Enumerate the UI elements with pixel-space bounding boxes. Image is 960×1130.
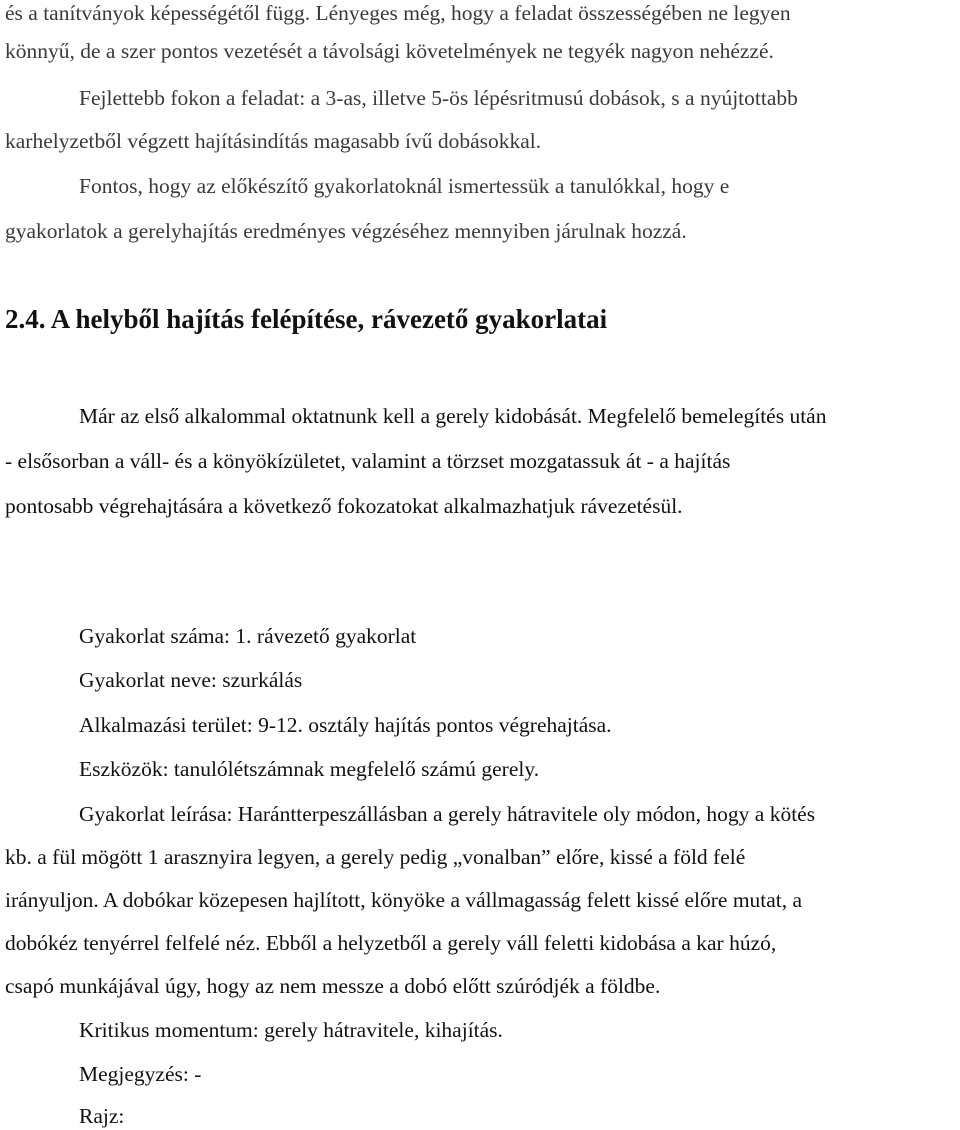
exercise-name: Gyakorlat neve: szurkálás: [79, 668, 303, 692]
exercise-critical-moment: Kritikus momentum: gerely hátravitele, kihajítás.: [79, 1018, 503, 1042]
exercise-drawing-label: Rajz:: [79, 1104, 125, 1128]
section-paragraph-line-1: Már az első alkalommal oktatnunk kell a gerely kidobását. Megfelelő bemelegítés után: [79, 404, 827, 428]
exercise-description-line-5: csapó munkájával úgy, hogy az nem messze a dobó előtt szúródjék a földbe.: [5, 974, 661, 998]
exercise-description-line-4: dobókéz tenyérrel felfelé néz. Ebből a helyzetből a gerely váll feletti kidobása a kar húzó,: [5, 931, 777, 955]
section-paragraph-line-3: pontosabb végrehajtására a következő fokozatokat alkalmazhatjuk rávezetésül.: [5, 494, 683, 518]
exercise-number: Gyakorlat száma: 1. rávezető gyakorlat: [79, 624, 417, 648]
intro-line-2: könnyű, de a szer pontos vezetését a távolsági követelmények ne tegyék nagyon nehézzé.: [5, 39, 774, 63]
exercise-description-line-2: kb. a fül mögött 1 arasznyira legyen, a gerely pedig „vonalban” előre, kissé a föld felé: [5, 845, 746, 869]
intro-line-6: gyakorlatok a gerelyhajítás eredményes végzéséhez mennyiben járulnak hozzá.: [5, 219, 687, 243]
section-paragraph-line-2: - elsősorban a váll- és a könyökízületet, valamint a törzset mozgatassuk át - a hajítás: [5, 449, 731, 473]
intro-line-1: és a tanítványok képességétől függ. Lényeges még, hogy a feladat összességében ne legyen: [5, 1, 791, 25]
exercise-tools: Eszközök: tanulólétszámnak megfelelő számú gerely.: [79, 757, 540, 781]
section-heading: 2.4. A helyből hajítás felépítése, rávezető gyakorlatai: [5, 304, 608, 334]
exercise-description-line-3: irányuljon. A dobókar közepesen hajlított, könyöke a vállmagasság felett kissé előre mutat, a: [5, 888, 803, 912]
exercise-note: Megjegyzés: -: [79, 1062, 202, 1086]
intro-line-3: Fejlettebb fokon a feladat: a 3-as, illetve 5-ös lépésritmusú dobások, s a nyújtottabb: [79, 86, 798, 110]
intro-line-5: Fontos, hogy az előkészítő gyakorlatoknál ismertessük a tanulókkal, hogy e: [79, 174, 730, 198]
intro-line-4: karhelyzetből végzett hajításindítás magasabb ívű dobásokkal.: [5, 129, 542, 153]
exercise-description-line-1: Gyakorlat leírása: Harántterpeszállásban a gerely hátravitele oly módon, hogy a kötés: [79, 802, 816, 826]
exercise-area: Alkalmazási terület: 9-12. osztály hajítás pontos végrehajtása.: [79, 713, 612, 737]
